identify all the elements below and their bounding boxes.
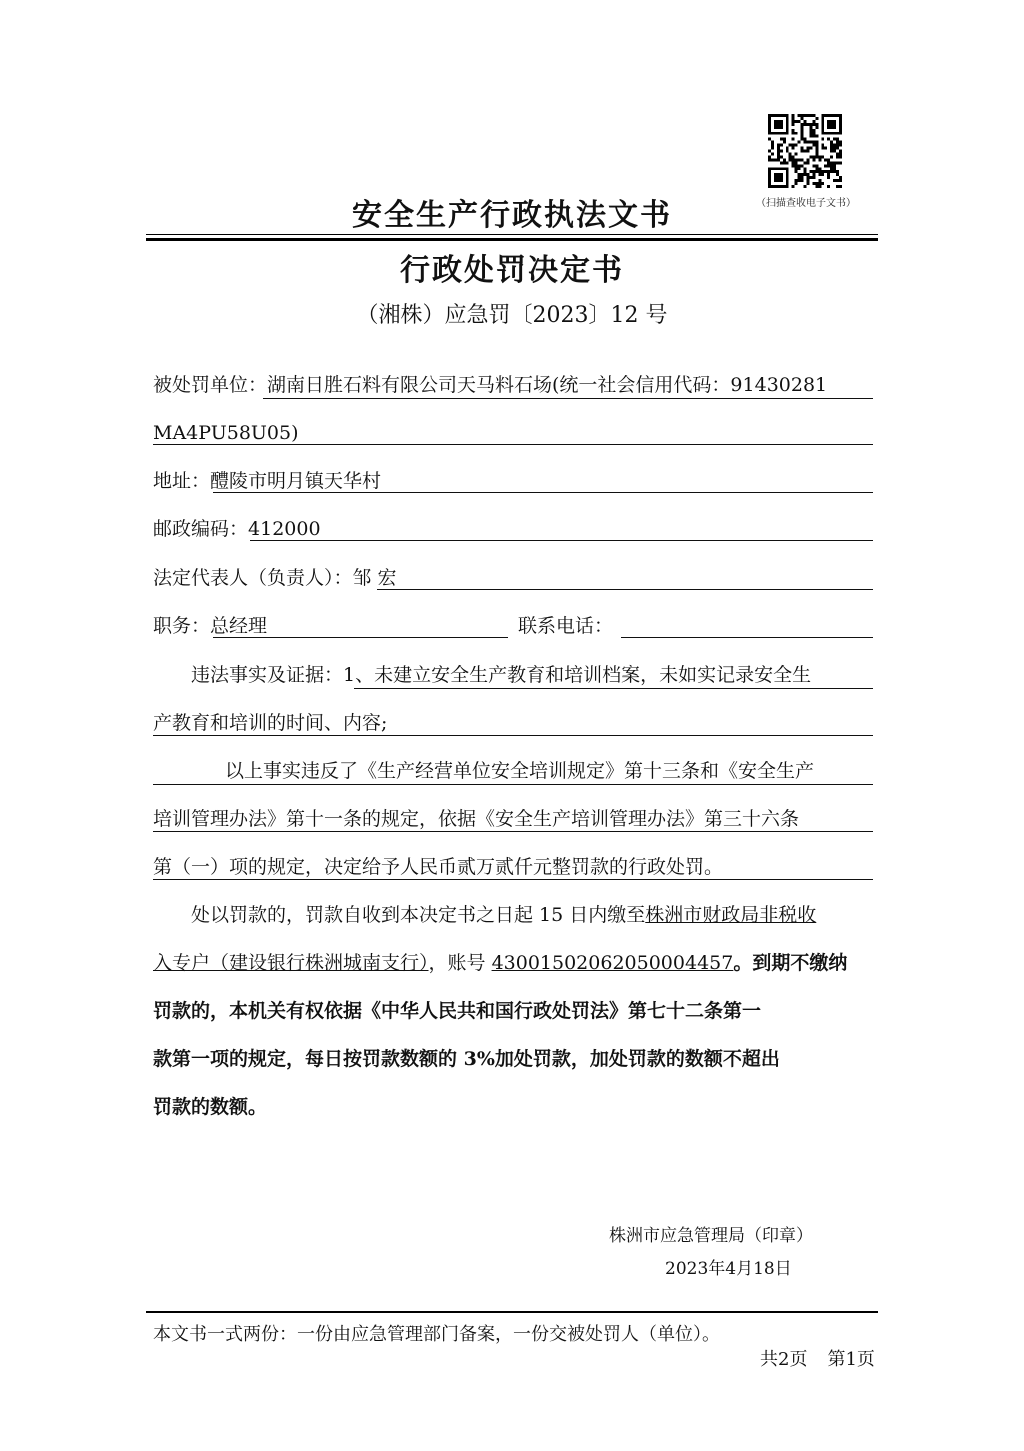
unit-value-line2: MA4PU58U05) xyxy=(153,422,299,444)
facts-underline-2 xyxy=(153,735,873,736)
page-number: 第1页 xyxy=(827,1349,875,1370)
violation-underline-3 xyxy=(153,879,873,880)
address-field xyxy=(153,469,381,493)
issue-date: 2023年4月18日 xyxy=(665,1259,792,1279)
payment-text-2d: 。到期不缴纳 xyxy=(733,952,848,974)
facts-label: 违法事实及证据： xyxy=(191,664,344,686)
payment-line-4: 款第一项的规定，每日按罚款数额的 3%加处罚款，加处罚款的数额不超出 xyxy=(153,1048,780,1070)
unit-underline-1 xyxy=(263,398,873,399)
payment-text-2b: ，账号 xyxy=(428,952,492,974)
address-value: 醴陵市明月镇天华村 xyxy=(210,470,382,492)
postal-field xyxy=(153,517,321,541)
facts-underline-1 xyxy=(354,688,873,689)
payment-line-2 xyxy=(153,951,847,975)
phone-field xyxy=(518,614,613,638)
representative-field xyxy=(153,566,397,590)
unit-value-line1: 湖南日胜石料有限公司天马料石场(统一社会信用代码：91430281 xyxy=(267,374,828,396)
violation-line-1: 以上事实违反了《生产经营单位安全培训规定》第十三条和《安全生产 xyxy=(225,760,815,782)
postal-underline xyxy=(250,540,873,541)
page-info xyxy=(760,1345,875,1371)
postal-value: 412000 xyxy=(248,518,321,540)
footer-rule xyxy=(146,1311,878,1313)
position-field xyxy=(153,614,267,638)
position-label: 职务： xyxy=(153,615,211,637)
representative-value: 邹 宏 xyxy=(352,567,397,589)
payment-bank: 入专户（建设银行株洲城南支行） xyxy=(153,952,429,974)
facts-text-2: 产教育和培训的时间、内容; xyxy=(153,712,388,734)
unit-field xyxy=(153,373,827,397)
violation-underline-1 xyxy=(153,784,873,785)
violation-underline-2 xyxy=(153,831,873,832)
payment-line-5: 罚款的数额。 xyxy=(153,1096,268,1118)
payment-account-holder: 株洲市财政局非税收 xyxy=(645,904,817,926)
document-number: （湘株）应急罚〔2023〕12 号 xyxy=(356,303,668,328)
phone-underline xyxy=(621,637,873,638)
footer-note: 本文书一式两份：一份由应急管理部门备案，一份交被处罚人（单位）。 xyxy=(153,1324,720,1345)
facts-line-1 xyxy=(191,663,811,687)
representative-label: 法定代表人（负责人）： xyxy=(153,567,353,589)
facts-text-1: 1、未建立安全生产教育和培训档案，未如实记录安全生 xyxy=(343,664,812,686)
position-value: 总经理 xyxy=(210,615,268,637)
document-series-title: 安全生产行政执法文书 xyxy=(352,198,672,233)
violation-line-3: 第（一）项的规定，决定给予人民币贰万贰仟元整罚款的行政处罚。 xyxy=(153,856,724,878)
qr-code xyxy=(766,114,844,188)
unit-label: 被处罚单位： xyxy=(153,374,268,396)
payment-line-3: 罚款的，本机关有权依据《中华人民共和国行政处罚法》第七十二条第一 xyxy=(153,1000,762,1022)
payment-text-1a: 处以罚款的，罚款自收到本决定书之日起 15 日内缴至 xyxy=(191,904,646,926)
postal-label: 邮政编码： xyxy=(153,518,249,540)
violation-line-2: 培训管理办法》第十一条的规定，依据《安全生产培训管理办法》第三十六条 xyxy=(153,808,800,830)
issuing-authority: 株洲市应急管理局（印章） xyxy=(609,1226,813,1246)
payment-account-number: 43001502062050004457 xyxy=(491,952,734,974)
qr-code-image xyxy=(766,114,844,188)
header-rule-thick xyxy=(146,238,878,241)
address-label: 地址： xyxy=(153,470,211,492)
position-underline xyxy=(213,637,508,638)
header-rule-thin xyxy=(146,234,878,235)
phone-label: 联系电话： xyxy=(518,615,614,637)
total-pages: 共2页 xyxy=(760,1349,808,1370)
representative-underline xyxy=(377,589,873,590)
decision-title: 行政处罚决定书 xyxy=(400,253,624,288)
payment-line-1 xyxy=(191,903,816,927)
qr-caption: （扫描查收电子文书） xyxy=(756,198,856,209)
address-underline xyxy=(213,492,873,493)
unit-underline-2 xyxy=(153,444,873,445)
